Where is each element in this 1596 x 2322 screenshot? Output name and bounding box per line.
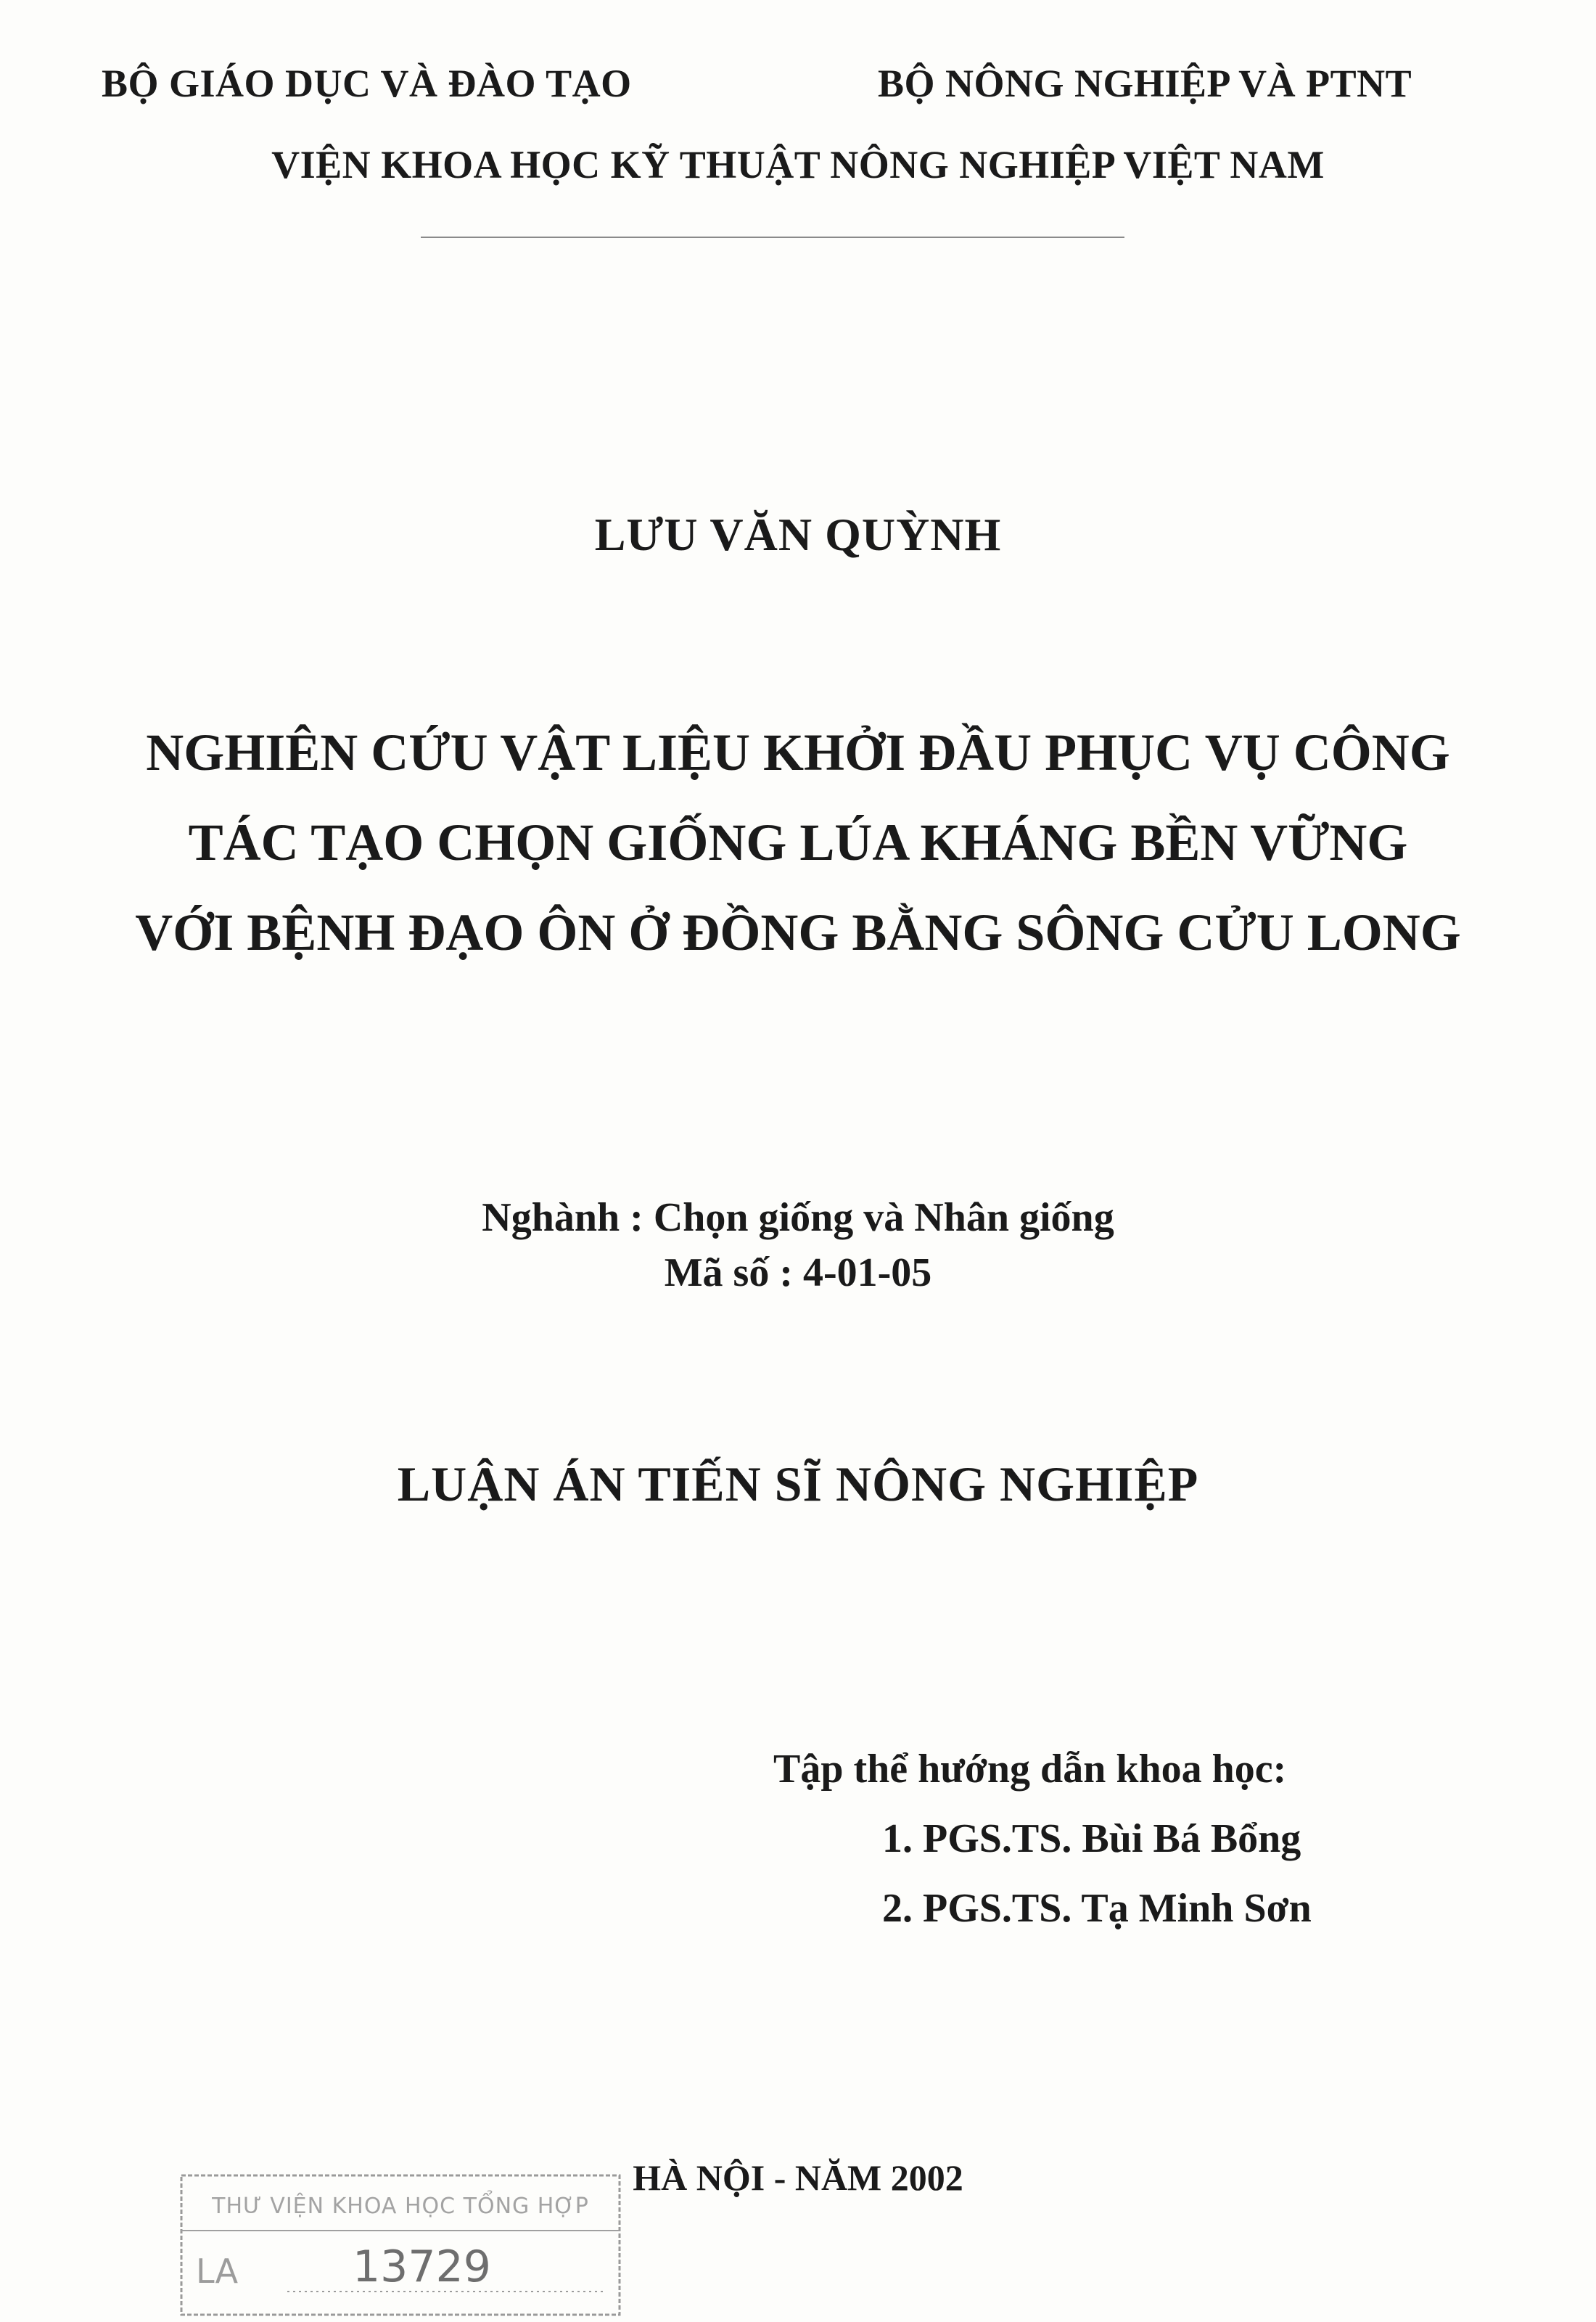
supervisor-item: 1. PGS.TS. Bùi Bá Bổng — [882, 1816, 1301, 1861]
supervisors-heading: Tập thể hướng dẫn khoa học: — [773, 1747, 1287, 1792]
supervisors-block — [773, 1734, 1312, 1943]
header-divider — [421, 237, 1124, 238]
major-block — [0, 1190, 1596, 1300]
major-code: Mã số : 4-01-05 — [664, 1250, 932, 1295]
ministry-agriculture-label: BỘ NÔNG NGHIỆP VÀ PTNT — [878, 62, 1412, 105]
institute-label: VIỆN KHOA HỌC KỸ THUẬT NÔNG NGHIỆP VIỆT NAM — [271, 143, 1325, 186]
major-field: Nghành : Chọn giống và Nhân giống — [482, 1195, 1114, 1240]
degree-label: LUẬN ÁN TIẾN SĨ NÔNG NGHIỆP — [397, 1456, 1199, 1511]
thesis-title-line-3: VỚI BỆNH ĐẠO ÔN Ở ĐỒNG BẰNG SÔNG CỬU LONG — [135, 903, 1461, 961]
thesis-title-line-2: TÁC TẠO CHỌN GIỐNG LÚA KHÁNG BỀN VỮNG — [188, 813, 1408, 871]
ministry-education-label: BỘ GIÁO DỤC VÀ ĐÀO TẠO — [102, 62, 632, 105]
thesis-title — [58, 707, 1538, 977]
stamp-prefix: LA — [196, 2252, 239, 2291]
library-stamp — [178, 2173, 622, 2318]
stamp-header: THƯ VIỆN KHOA HỌC TỔNG HỢP — [212, 2194, 589, 2219]
supervisor-item: 2. PGS.TS. Tạ Minh Sơn — [882, 1886, 1312, 1931]
place-date: HÀ NỘI - NĂM 2002 — [633, 2157, 963, 2198]
thesis-title-line-1: NGHIÊN CỨU VẬT LIỆU KHỞI ĐẦU PHỤC VỤ CÔNG — [146, 723, 1450, 781]
stamp-number: 13729 — [353, 2241, 491, 2292]
author-name: LƯU VĂN QUỲNH — [594, 509, 1002, 560]
